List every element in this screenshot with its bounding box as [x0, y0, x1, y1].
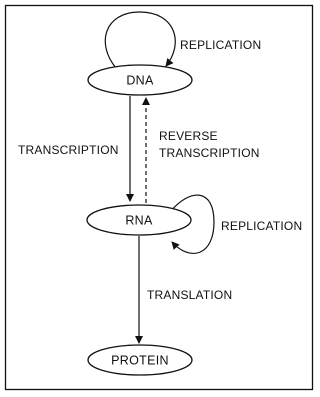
rna-replication-label: REPLICATION [221, 219, 303, 233]
dna-node-label: DNA [126, 73, 154, 88]
reverse-transcription-label-line1: REVERSE [159, 129, 218, 143]
dna-replication-label: REPLICATION [180, 38, 262, 52]
rna-node-label: RNA [125, 213, 153, 228]
translation-label: TRANSLATION [147, 288, 233, 302]
protein-node-label: PROTEIN [111, 353, 169, 368]
reverse-transcription-label-line2: TRANSCRIPTION [159, 146, 260, 160]
transcription-label: TRANSCRIPTION [18, 143, 119, 157]
diagram-frame [6, 6, 313, 390]
dna-replication-loop [105, 12, 175, 68]
